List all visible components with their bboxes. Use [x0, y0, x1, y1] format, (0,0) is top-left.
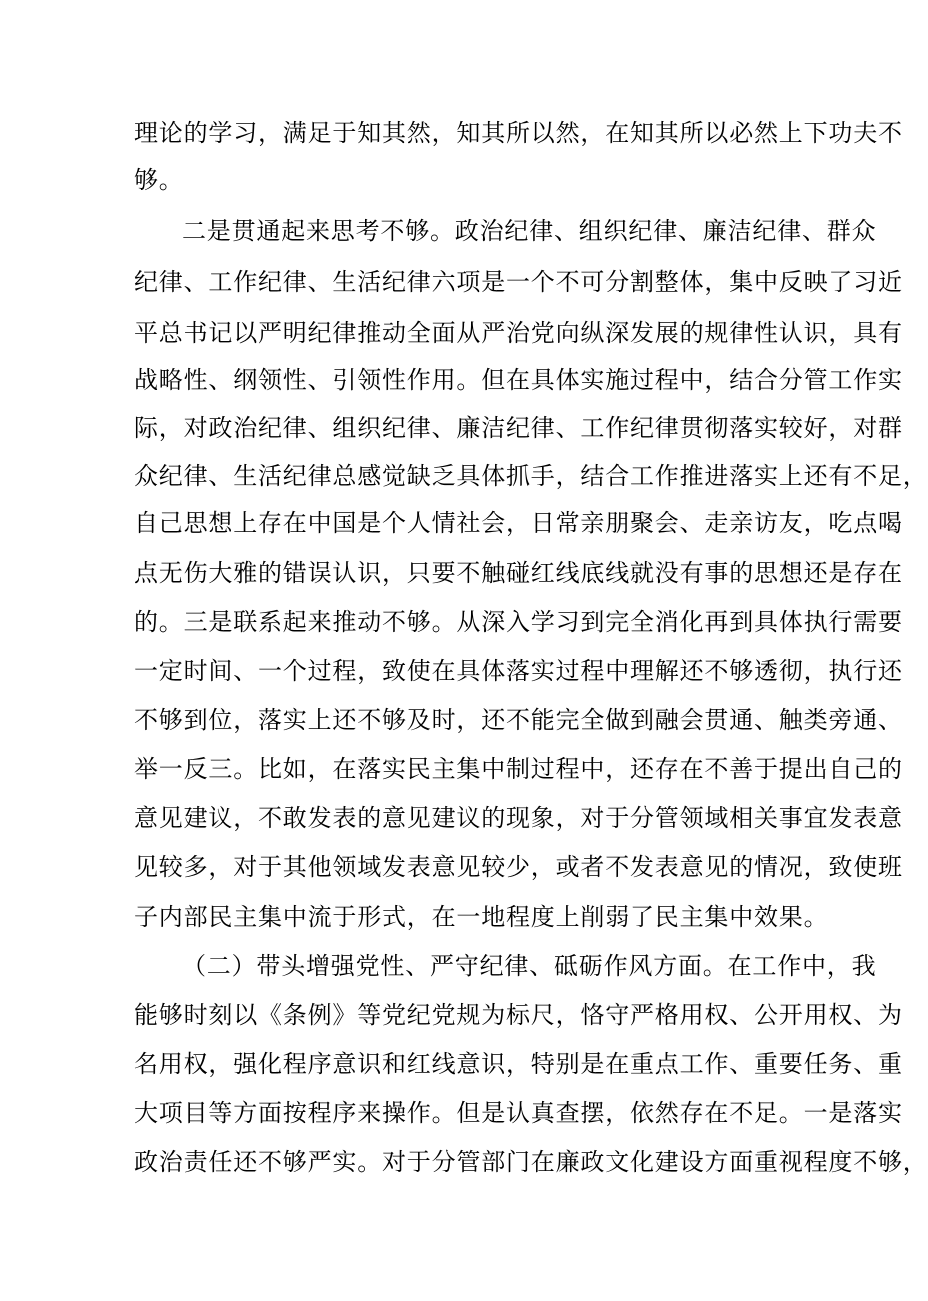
text-line: 众纪律、生活纪律总感觉缺乏具体抓手，结合工作推进落实上还有不足， — [134, 462, 928, 490]
text-line: 一定时间、一个过程，致使在具体落实过程中理解还不够透彻，执行还 — [134, 657, 903, 685]
text-line: （二）带头增强党性、严守纪律、砥砺作风方面。在工作中，我 — [182, 952, 877, 980]
text-line: 点无伤大雅的错误认识，只要不触碰红线底线就没有事的思想还是存在 — [134, 559, 903, 587]
text-line: 理论的学习，满足于知其然，知其所以然，在知其所以必然上下功夫不 — [134, 119, 903, 147]
text-line: 够。 — [134, 166, 184, 194]
text-line: 举一反三。比如，在落实民主集中制过程中，还存在不善于提出自己的 — [134, 755, 903, 783]
text-line: 大项目等方面按程序来操作。但是认真查摆，依然存在不足。一是落实 — [134, 1099, 903, 1127]
text-line: 不够到位，落实上还不够及时，还不能完全做到融会贯通、触类旁通、 — [134, 706, 903, 734]
text-line: 战略性、纲领性、引领性作用。但在具体实施过程中，结合分管工作实 — [134, 366, 903, 394]
text-line: 名用权，强化程序意识和红线意识，特别是在重点工作、重要任务、重 — [134, 1050, 903, 1078]
text-line: 纪律、工作纪律、生活纪律六项是一个不可分割整体，集中反映了习近 — [134, 268, 903, 296]
text-line: 能够时刻以《条例》等党纪党规为标尺，恪守严格用权、公开用权、为 — [134, 1001, 903, 1029]
text-line: 见较多，对于其他领域发表意见较少，或者不发表意见的情况，致使班 — [134, 853, 903, 881]
text-line: 二是贯通起来思考不够。政治纪律、组织纪律、廉洁纪律、群众 — [182, 217, 877, 245]
text-line: 平总书记以严明纪律推动全面从严治党向纵深发展的规律性认识，具有 — [134, 319, 903, 347]
text-line: 的。三是联系起来推动不够。从深入学习到完全消化再到具体执行需要 — [134, 608, 903, 636]
text-line: 子内部民主集中流于形式，在一地程度上削弱了民主集中效果。 — [134, 903, 829, 931]
text-line: 意见建议，不敢发表的意见建议的现象，对于分管领域相关事宜发表意 — [134, 804, 903, 832]
text-line: 政治责任还不够严实。对于分管部门在廉政文化建设方面重视程度不够， — [134, 1148, 928, 1176]
text-line: 自己思想上存在中国是个人情社会，日常亲朋聚会、走亲访友，吃点喝 — [134, 509, 903, 537]
text-line: 际，对政治纪律、组织纪律、廉洁纪律、工作纪律贯彻落实较好，对群 — [134, 414, 903, 442]
